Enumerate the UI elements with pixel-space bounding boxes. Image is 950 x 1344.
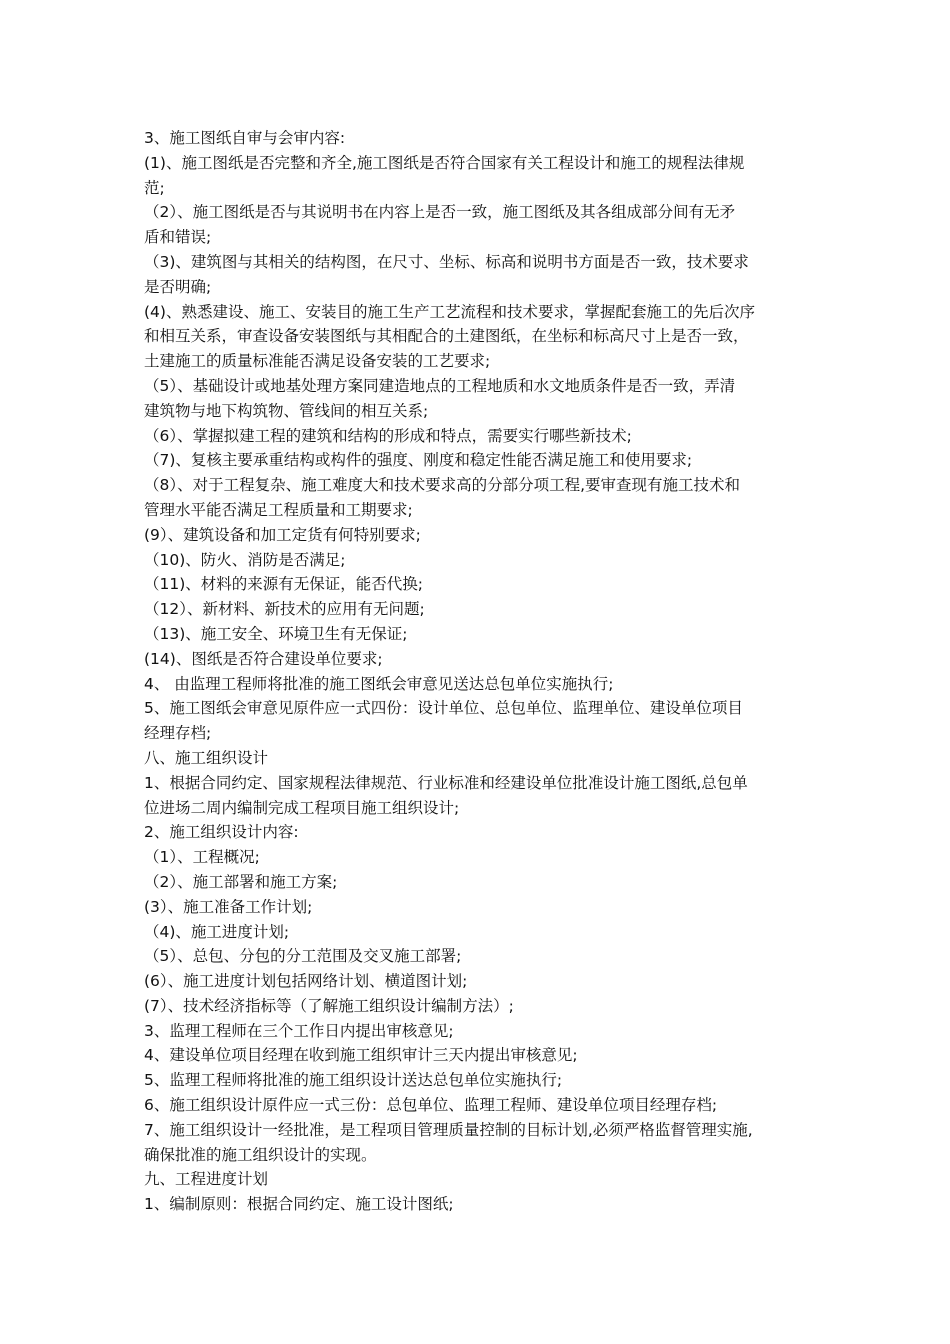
text-line: (14)、图纸是否符合建设单位要求;	[144, 649, 383, 668]
text-line: （4)、施工进度计划;	[144, 922, 290, 941]
section-heading: 八、施工组织设计	[144, 748, 269, 767]
text-line: 和相互关系，审查设备安装图纸与其相配合的土建图纸，在坐标和标高尺寸上是否一致，	[144, 327, 749, 346]
text-line: (3）、施工准备工作计划;	[144, 897, 313, 916]
text-line: （2）、施工图纸是否与其说明书在内容上是否一致，施工图纸及其各组成部分间有无矛	[144, 203, 736, 222]
text-line: （5）、基础设计或地基处理方案同建造地点的工程地质和水文地质条件是否一致，弄清	[144, 376, 736, 395]
text-line: 土建施工的质量标准能否满足设备安装的工艺要求;	[144, 352, 491, 371]
text-line: （2）、施工部署和施工方案;	[144, 872, 338, 891]
text-line: 3、监理工程师在三个工作日内提出审核意见;	[144, 1021, 454, 1040]
text-line: 盾和错误;	[144, 228, 212, 247]
text-line: （8）、对于工程复杂、施工难度大和技术要求高的分部分项工程,要审查现有施工技术和	[144, 476, 741, 495]
text-line: （10)、防火、消防是否满足;	[144, 550, 346, 569]
text-line: 3、施工图纸自审与会审内容:	[144, 129, 346, 147]
text-line: （7)、复核主要承重结构或构件的强度、刚度和稳定性能否满足施工和使用要求;	[144, 451, 693, 470]
text-line: （11)、材料的来源有无保证，能否代换;	[144, 575, 423, 594]
text-line: 是否明确;	[144, 277, 212, 296]
text-line: 6、施工组织设计原件应一式三份：总包单位、监理工程师、建设单位项目经理存档;	[144, 1096, 718, 1115]
text-line: 5、施工图纸会审意见原件应一式四份：设计单位、总包单位、监理单位、建设单位项目	[144, 699, 743, 718]
text-line: (6）、施工进度计划包括网络计划、横道图计划;	[144, 972, 468, 991]
text-line: 管理水平能否满足工程质量和工期要求;	[144, 500, 413, 519]
text-line: （3)、建筑图与其相关的结构图，在尺寸、坐标、标高和说明书方面是否一致，技术要求	[144, 252, 749, 271]
text-line: （12）、新材料、新技术的应用有无问题;	[144, 600, 425, 619]
document-body	[144, 126, 812, 1217]
section-heading: 九、工程进度计划	[144, 1170, 269, 1189]
text-line: (7）、技术经济指标等（了解施工组织设计编制方法）;	[144, 996, 514, 1015]
text-line: （6）、掌握拟建工程的建筑和结构的形成和特点，需要实行哪些新技术;	[144, 426, 632, 445]
text-line: 经理存档;	[144, 724, 212, 743]
text-line: (1)、施工图纸是否完整和齐全,施工图纸是否符合国家有关工程设计和施工的规程法律规	[144, 153, 745, 172]
text-line: (4)、熟悉建设、施工、安装目的施工生产工艺流程和技术要求，掌握配套施工的先后次序	[144, 302, 755, 321]
text-line: 4、建设单位项目经理在收到施工组织审计三天内提出审核意见;	[144, 1046, 578, 1065]
text-line: 4、 由监理工程师将批准的施工图纸会审意见送达总包单位实施执行;	[144, 674, 614, 693]
text-line: (9）、建筑设备和加工定货有何特别要求;	[144, 525, 421, 544]
text-line: （1）、工程概况;	[144, 848, 260, 867]
text-line: 5、监理工程师将批准的施工组织设计送达总包单位实施执行;	[144, 1071, 563, 1090]
text-line: （13)、施工安全、环境卫生有无保证;	[144, 624, 408, 643]
text-line: 1、根据合同约定、国家规程法律规范、行业标准和经建设单位批准设计施工图纸,总包单	[144, 773, 748, 792]
text-line: 位进场二周内编制完成工程项目施工组织设计;	[144, 798, 460, 817]
text-line: 范;	[144, 178, 165, 197]
text-line: 确保批准的施工组织设计的实现。	[144, 1145, 377, 1164]
text-line: 建筑物与地下构筑物、管线间的相互关系;	[144, 401, 429, 420]
text-line: 7、施工组织设计一经批准，是工程项目管理质量控制的目标计划,必须严格监督管理实施,	[144, 1120, 753, 1139]
text-line: （5）、总包、分包的分工范围及交叉施工部署;	[144, 947, 462, 966]
text-line: 1、编制原则：根据合同约定、施工设计图纸;	[144, 1195, 454, 1214]
text-line: 2、施工组织设计内容:	[144, 823, 299, 842]
